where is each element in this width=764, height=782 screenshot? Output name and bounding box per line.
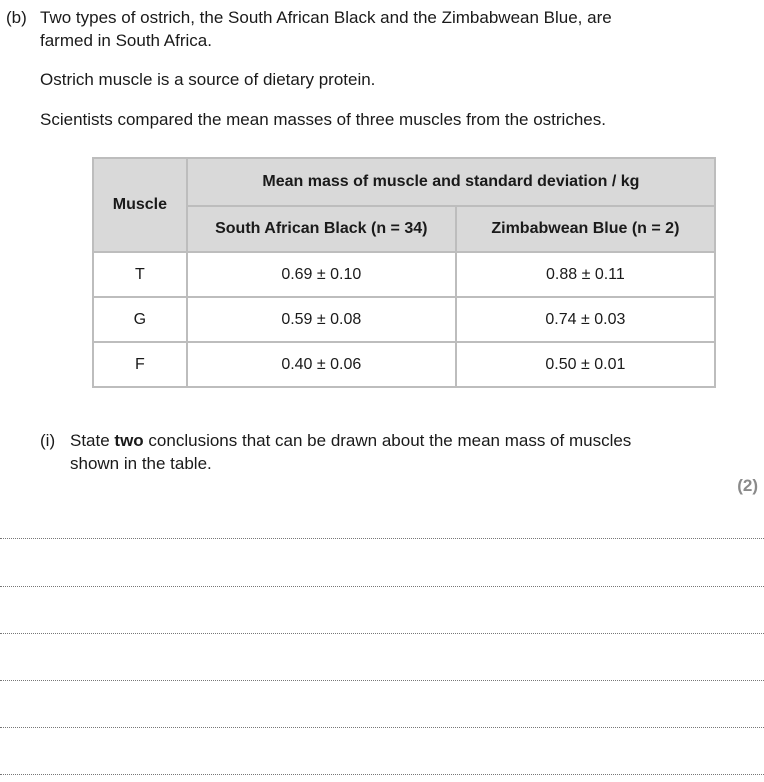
intro-line-2: farmed in South Africa.	[40, 31, 212, 50]
header-mean-mass: Mean mass of muscle and standard deviation / kg	[187, 158, 715, 206]
dietary-protein-sentence: Ostrich muscle is a source of dietary protein.	[40, 70, 376, 89]
subquestion-bold-word: two	[114, 431, 144, 450]
subquestion-text-before: State	[70, 431, 115, 450]
muscle-cell: F	[93, 342, 187, 387]
marks-indicator: (2)	[737, 476, 758, 495]
subquestion-line-2: shown in the table.	[70, 454, 212, 473]
subquestion-text-after: conclusions that can be drawn about the mean mass of muscles	[143, 431, 632, 450]
header-south-african-black: South African Black (n = 34)	[187, 206, 456, 252]
muscle-cell: T	[93, 252, 187, 297]
sab-cell: 0.69 ± 0.10	[187, 252, 456, 297]
scientists-compared-sentence: Scientists compared the mean masses of three muscles from the ostriches.	[40, 110, 606, 129]
muscle-mass-table	[92, 157, 716, 388]
intro-line-1: Two types of ostrich, the South African Black and the Zimbabwean Blue, are	[40, 8, 612, 27]
answer-line-2[interactable]	[0, 586, 764, 587]
table-row	[93, 252, 715, 297]
header-muscle: Muscle	[93, 158, 187, 252]
header-zimbabwean-blue: Zimbabwean Blue (n = 2)	[456, 206, 715, 252]
zb-cell: 0.50 ± 0.01	[456, 342, 715, 387]
answer-line-3[interactable]	[0, 633, 764, 634]
table-row	[93, 342, 715, 387]
subquestion-label: (i)	[40, 431, 56, 450]
answer-line-1[interactable]	[0, 538, 764, 539]
answer-line-4[interactable]	[0, 680, 764, 681]
zb-cell: 0.74 ± 0.03	[456, 297, 715, 342]
zb-cell: 0.88 ± 0.11	[456, 252, 715, 297]
subquestion-line-1	[70, 429, 631, 452]
part-label: (b)	[6, 8, 27, 27]
answer-line-6[interactable]	[0, 774, 764, 775]
muscle-cell: G	[93, 297, 187, 342]
sab-cell: 0.59 ± 0.08	[187, 297, 456, 342]
table-row	[93, 297, 715, 342]
sab-cell: 0.40 ± 0.06	[187, 342, 456, 387]
answer-line-5[interactable]	[0, 727, 764, 728]
